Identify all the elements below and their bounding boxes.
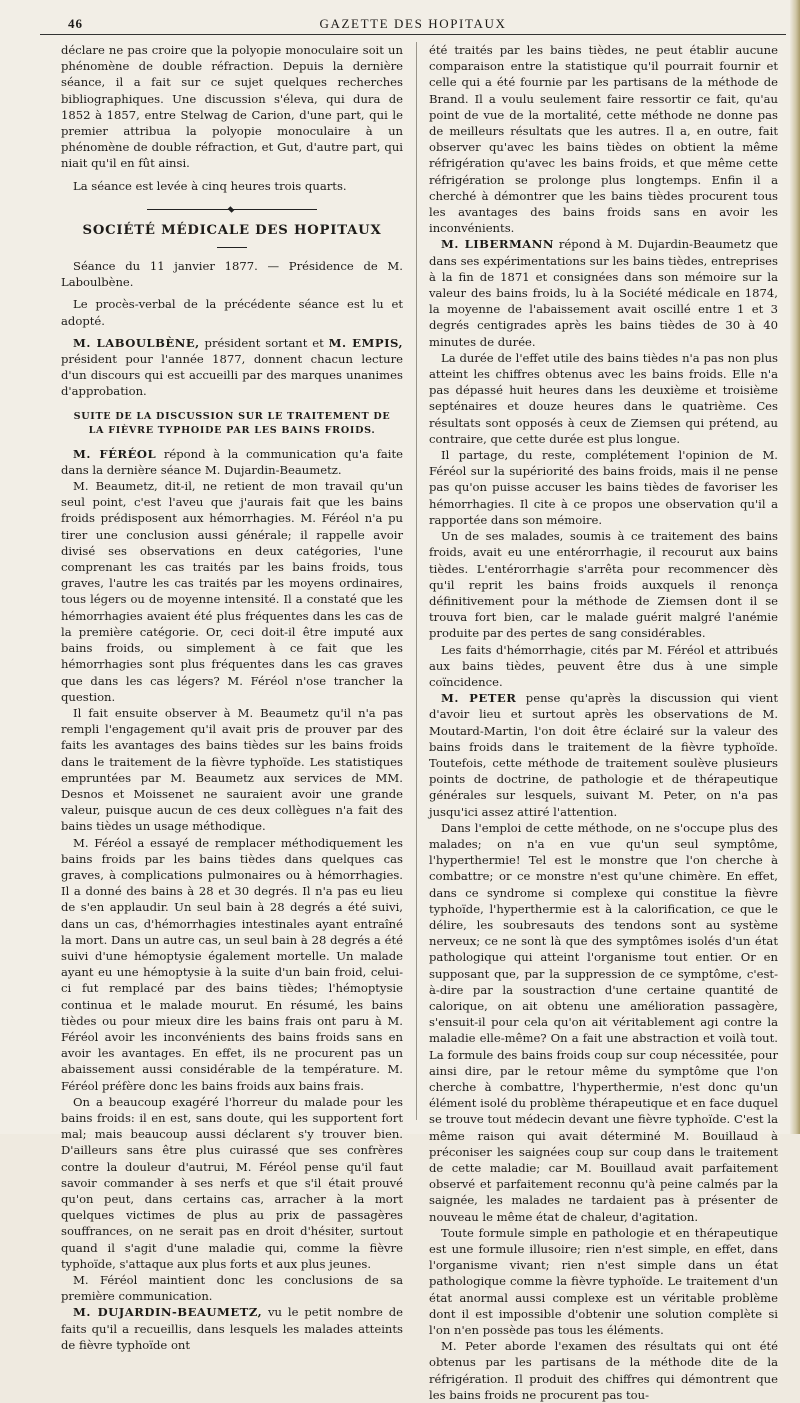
- paragraph-text: président sortant et: [199, 335, 329, 350]
- paragraph: [61, 1304, 403, 1353]
- speaker-name: M. DUJARDIN-BEAUMETZ,: [73, 1305, 263, 1320]
- paragraph-text: répond à la communication qu'a faite dans la dernière séance M. Dujardin-Beaumetz.: [61, 446, 404, 477]
- paragraph: La séance est levée à cinq heures trois quarts.: [73, 178, 347, 193]
- section-title: SOCIÉTÉ MÉDICALE DES HOPITAUX: [82, 222, 382, 238]
- paragraph: La durée de l'effet utile des bains tièdes n'a pas non plus atteint les chiffres obtenus avec les bains froids. Elle n'a pas dépassé huit heures dans les deuxième et troisième septénaires et douze heures dans le quatrième. Ces résultats sont opposés à ceux de Ziemsen qui prétend, au contraire, que cette durée est plus longue.: [429, 350, 778, 446]
- right-column: [429, 42, 779, 1402]
- running-title: GAZETTE DES HOPITAUX: [319, 16, 507, 31]
- paragraph: [429, 236, 778, 349]
- speaker-name: M. EMPIS,: [328, 335, 403, 350]
- paragraph: été traités par les bains tièdes, ne peut établir aucune comparaison entre la statistique qu'il pourrait fournir et celle qui a été fournie par les partisans de la méthode de Brand. Il a voulu seulement faire ressortir ce fait, qu'au point de vue de la mortalité, cette méthode ne donne pas de meilleurs résultats que les autres. Il a, en outre, fait observer qu'avec les bains tièdes on obtient la même réfrigération qu'avec les bains froids, et que même cette réfrigération se prolonge plus longtemps. Enfin il a cherché à démontrer que les bains tièdes procurent tous les avantages des bains froids sans en avoir les inconvénients.: [429, 43, 778, 236]
- short-divider: [217, 247, 247, 248]
- paragraph: [61, 335, 403, 400]
- paragraph: M. Féréol maintient donc les conclusions de sa première communication.: [61, 1273, 403, 1304]
- paragraph: Toute formule simple en pathologie et en thérapeutique est une formule illusoire; rien n'est simple, en effet, dans l'organisme vivant; rien n'est simple dans un état pathologique comme la fièvre typhoïde. Le traitement d'un état anormal aussi complexe est un véritable problème dont il est impossible d'obtenir une solution complète si l'on n'en possède pas tous les éléments.: [429, 1225, 778, 1338]
- paragraph: On a beaucoup exagéré l'horreur du malade pour les bains froids: il en est, sans doute, qui les supportent fort mal; mais beaucoup aussi déclarent s'y trouver bien. D'ailleurs sans être plus cuirassé que ses confrères contre la douleur d'autrui, M. Féréol pense qu'il faut savoir commander à ses nerfs et que s'il était prouvé qu'on peut, dans certains cas, arracher à la mort quelques victimes de plus au prix de passagères souffrances, on ne serait pas en droit d'hésiter, surtout quand il s'agit d'une maladie qui, comme la fièvre typhoïde, s'attaque aux plus forts et aux plus jeunes.: [61, 1094, 403, 1271]
- paragraph: M. Féréol a essayé de remplacer méthodiquement les bains froids par les bains tièdes dans quelques cas graves, à complications pulmonaires ou à hémorrhagies. Il a donné des bains à 28 et 30 degrés. Il n'a pas eu lieu de s'en applaudir. Un seul bain à 28 degrés a été suivi, dans un cas, d'hémorrhagies intestinales ayant entraîné la mort. Dans un autre cas, un seul bain à 28 degrés a été suivi d'une hémoptysie également mortelle. Un malade ayant eu une hémoptysie à la suite d'un bain froid, celui-ci fut remplacé par des bains tièdes; l'hémoptysie continua et le malade mourut. En résumé, les bains tièdes ou pour mieux dire les bains frais ont paru à M. Féréol avoir les inconvénients des bains froids sans en avoir les avantages. En effet, ils ne procurent pas un abaissement aussi considérable de la température. M. Féréol préfère donc les bains froids aux bains frais.: [61, 835, 403, 1093]
- paragraph: Il partage, du reste, complétement l'opinion de M. Féréol sur la supériorité des bains froids, mais il ne pense pas qu'on puisse accuser les bains tièdes de favoriser les hémorrhagies. Il cite à ce propos une observation qu'il a rapportée dans son mémoire.: [429, 448, 778, 527]
- ornamental-rule: [147, 206, 317, 213]
- session-line: Séance du 11 janvier 1877. — Présidence de M. Laboulbène.: [61, 259, 403, 290]
- paragraph: M. Peter aborde l'examen des résultats qui ont été obtenus par les partisans de la méthode dite de la réfrigération. Il produit des chiffres qui démontrent que les bains froids ne procurent pas tou-: [429, 1339, 778, 1402]
- paragraph-text: président pour l'année 1877, donnent chacun lecture d'un discours qui est accueilli par des marques unanimes d'approbation.: [61, 352, 403, 399]
- paragraph: Dans l'emploi de cette méthode, on ne s'occupe plus des malades; on n'a en vue qu'un seul symptôme, l'hyperthermie! Tel est le monstre que l'on cherche à combattre; or ce monstre n'est qu'une chimère. En effet, dans ce syndrome si complexe qui constitue la fièvre typhoïde, l'hyperthermie est à la calorification, ce que le délire, les soubresauts des tendons sont au système nerveux; ce ne sont là que des symptômes isolés d'un état pathologique qui atteint l'organisme tout entier. Or en supposant que, par la suppression de ce symptôme, c'est-à-dire par la soustraction d'une certaine quantité de calorique, on ait obtenu une amélioration passagère, s'ensuit-il pour cela qu'on ait véritablement agi contre la maladie elle-même? On a fait une abstraction et voilà tout. La formule des bains froids coup sur coup nécessitée, pour ainsi dire, par le retour même du symptôme que l'on cherche à combattre, l'hyperthermie, n'est donc qu'un élément isolé du problème thérapeutique et en face duquel se trouve tout médecin devant une fièvre typhoïde. C'est la même raison qui avait déterminé M. Bouillaud à préconiser les saignées coup sur coup dans le traitement de cette maladie; car M. Bouillaud avait parfaitement observé et parfaitement reconnu qu'à peine calmés par la saignée, les malades ne tardaient pas à présenter de nouveau le même état de chaleur, d'agitation.: [429, 820, 778, 1224]
- paragraph: Un de ses malades, soumis à ce traitement des bains froids, avait eu une entérorrhagie, il recourut aux bains tièdes. L'entérorrhagie s'arrêta pour recommencer dès qu'il reprit les bains froids auxquels il renonça définitivement pour la méthode de Ziemsen dont il se trouva fort bien, car le malade guérit malgré l'anémie produite par des pertes de sang considérables.: [429, 529, 778, 641]
- paragraph-text: répond à M. Dujardin-Beaumetz que dans ses expérimentations sur les bains tièdes, entreprises à la fin de 1871 et consignées dans son mémoire sur la valeur des bains froids, lu à la Société médicale en 1874, la moyenne de l'abaissement avait oscillé entre 1 et 3 degrés centigrades après les bains tièdes de 30 à 40 minutes de durée.: [429, 237, 779, 349]
- paragraph: Il fait ensuite observer à M. Beaumetz qu'il n'a pas rempli l'engagement qu'il avait pris de prouver par des faits les avantages des bains tièdes sur les bains froids dans le traitement de la fièvre typhoïde. Les statistiques empruntées par M. Beaumetz aux services de MM. Desnos et Moissenet ne sauraient avoir une grande valeur, puisque aucun de ces deux collègues n'a fait des bains tièdes un usage méthodique.: [61, 705, 403, 834]
- speaker-name: M. LABOULBÈNE,: [73, 335, 200, 350]
- speaker-name: M. PETER: [441, 691, 517, 706]
- paragraph: Le procès-verbal de la précédente séance est lu et adopté.: [61, 297, 403, 328]
- column-divider: [416, 42, 417, 1120]
- paragraph-text: pense qu'après la discussion qui vient d'avoir lieu et surtout après les observations de M. Moutard-Martin, l'on doit être éclairé sur la valeur des bains froids dans le traitement de la fièvre typhoïde. Toutefois, cette méthode de traitement soulève plusieurs points de doctrine, de pathologie et de thérapeutique générales sur lesquels, suivant M. Peter, on n'a pas jusqu'ici assez attiré l'attention.: [429, 691, 778, 819]
- left-column: [61, 42, 404, 1352]
- page-number: 46: [68, 16, 83, 31]
- paragraph: [61, 446, 403, 478]
- paragraph: Les faits d'hémorrhagie, cités par M. Féréol et attribués aux bains tièdes, peuvent être dus à une simple coïncidence.: [429, 642, 778, 689]
- paragraph: déclare ne pas croire que la polyopie monoculaire soit un phénomène de double réfraction. Depuis la dernière séance, il a fait sur ce sujet quelques recherches bibliographiques. Une discussion s'éleva, qui dura de 1852 à 1857, entre Stelwag de Carion, d'une part, qui le premier attribua la polyopie monoculaire à un phénomène de double réfraction, et Gut, d'autre part, qui niait qu'il en fût ainsi.: [61, 43, 403, 171]
- page-header: [40, 12, 786, 35]
- page-edge: [790, 0, 800, 1134]
- paragraph-text: vu le petit nombre de faits qu'il a recueillis, dans lesquels les malades atteints de fièvre typhoïde ont: [61, 1305, 403, 1352]
- subsection-heading: SUITE DE LA DISCUSSION SUR LE TRAITEMENT DE LA FIÈVRE TYPHOIDE PAR LES BAINS FROIDS.: [73, 410, 391, 436]
- paragraph: M. Beaumetz, dit-il, ne retient de mon travail qu'un seul point, c'est l'aveu que j'aurais fait que les bains froids prédisposent aux hémorrhagies. M. Féréol n'a pu tirer une conclusion aussi générale; il rappelle avoir divisé ses observations en deux catégories, l'une comprenant les cas traités par les bains froids, tous graves, l'autre les cas traités par les moyens ordinaires, tous légers ou de moyenne intensité. Il a constaté que les hémorrhagies avaient été plus fréquentes dans les cas de la première catégorie. Or, ceci doit-il être imputé aux bains froids, ou simplement à ce fait que les hémorrhagies sont plus fréquentes dans les cas graves que dans les cas légers? M. Féréol n'ose trancher la question.: [61, 479, 403, 704]
- paragraph: [429, 690, 778, 820]
- speaker-name: M. LIBERMANN: [441, 237, 554, 252]
- speaker-name: M. FÉRÉOL: [73, 446, 157, 461]
